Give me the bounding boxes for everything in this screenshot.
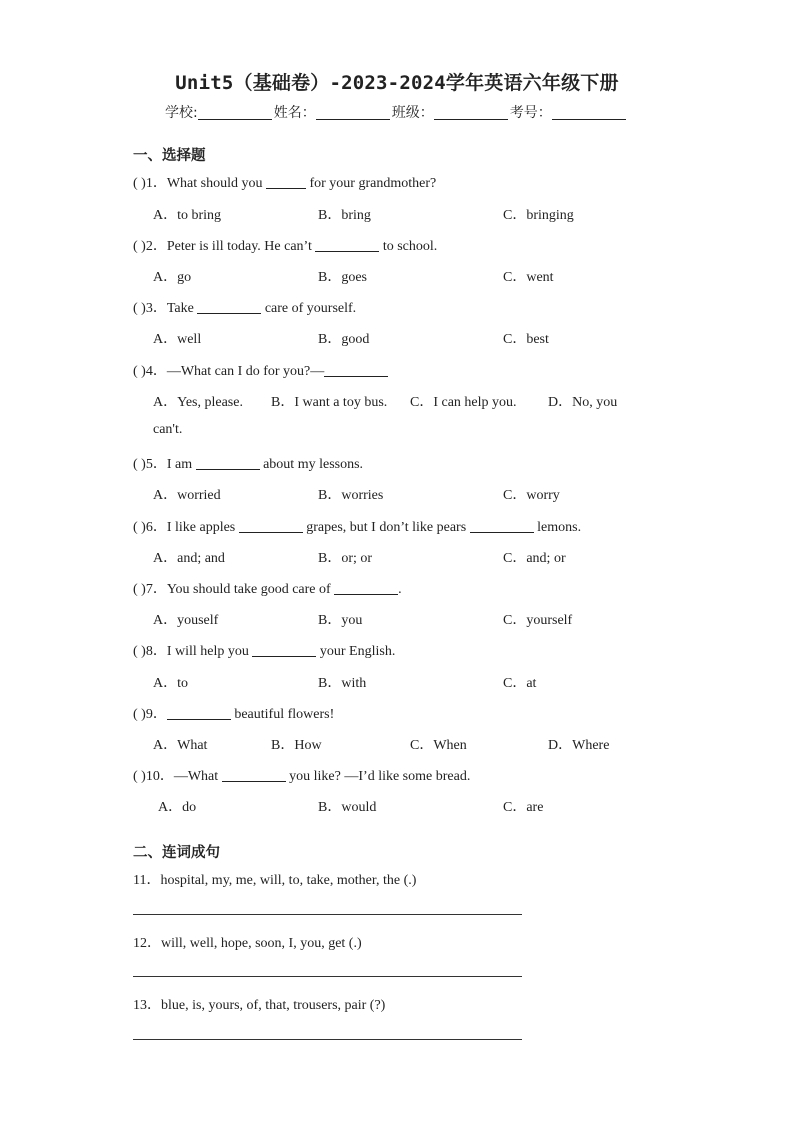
answer-blank[interactable] [324, 363, 388, 377]
answer-blank[interactable] [470, 519, 534, 533]
option-c[interactable]: C．bringing [503, 208, 574, 223]
question-8 [133, 640, 395, 660]
question-text: ( )9． [133, 707, 167, 722]
question-text: ( )3．Take [133, 301, 198, 316]
class-field[interactable] [434, 105, 508, 120]
answer-blank[interactable] [266, 175, 306, 189]
page-title: Unit5（基础卷）-2023-2024学年英语六年级下册 [175, 72, 619, 94]
option-c[interactable]: C．worry [503, 488, 560, 503]
section-heading-sentence-building: 二、连词成句 [133, 845, 220, 861]
option-a[interactable]: A．do [158, 800, 197, 815]
answer-blank[interactable] [196, 456, 260, 470]
question-text: about my lessons. [259, 457, 364, 472]
option-b[interactable]: B．good [318, 332, 370, 347]
option-a[interactable]: A．go [153, 270, 192, 285]
option-c[interactable]: C．best [503, 332, 549, 347]
option-d[interactable]: D．No, you [548, 395, 618, 410]
name-label: 姓名： [273, 105, 316, 121]
sentence-prompt-12: 12．will, well, hope, soon, I, you, get (.) [133, 936, 362, 951]
answer-blank[interactable] [315, 238, 379, 252]
option-a[interactable]: A．Yes, please. [153, 395, 243, 410]
section-heading-choice: 一、选择题 [133, 148, 206, 164]
option-c[interactable]: C．and; or [503, 551, 566, 566]
question-text: . [398, 582, 402, 597]
answer-blank[interactable] [167, 706, 231, 720]
question-7 [133, 578, 402, 598]
option-b[interactable]: B．or; or [318, 551, 373, 566]
school-field[interactable] [198, 105, 272, 120]
option-c[interactable]: C．yourself [503, 613, 573, 628]
exam-number-label: 考号： [509, 105, 552, 121]
question-text: grapes, but I don’t like pears [302, 520, 470, 535]
answer-line-12[interactable] [133, 976, 522, 977]
question-text: ( )8．I will help you [133, 644, 253, 659]
question-text: to school. [379, 239, 438, 254]
question-text: you like? —I’d like some bread. [285, 769, 471, 784]
option-b[interactable]: B．goes [318, 270, 367, 285]
option-a[interactable]: A．to [153, 676, 188, 691]
question-5 [133, 453, 363, 473]
question-text: ( )4．—What can I do for you?— [133, 364, 325, 379]
option-a[interactable]: A．to bring [153, 208, 222, 223]
option-b[interactable]: B．I want a toy bus. [271, 395, 388, 410]
option-b[interactable]: B．you [318, 613, 363, 628]
question-3 [133, 297, 356, 317]
question-1 [133, 172, 436, 192]
answer-blank[interactable] [334, 581, 398, 595]
name-field[interactable] [316, 105, 390, 120]
option-b[interactable]: B．with [318, 676, 367, 691]
option-a[interactable]: A．What [153, 738, 208, 753]
question-text: ( )7．You should take good care of [133, 582, 335, 597]
question-10 [133, 765, 470, 785]
option-d[interactable]: D．Where [548, 738, 610, 753]
option-c[interactable]: C．When [410, 738, 467, 753]
sentence-prompt-13: 13．blue, is, yours, of, that, trousers, pair (?) [133, 998, 386, 1013]
school-label: 学校: [165, 105, 198, 121]
question-text: ( )5．I am [133, 457, 196, 472]
question-text: beautiful flowers! [230, 707, 335, 722]
option-c[interactable]: C．went [503, 270, 554, 285]
question-text: ( )2．Peter is ill today. He can’t [133, 239, 316, 254]
question-9 [133, 703, 334, 723]
option-a[interactable]: A．youself [153, 613, 219, 628]
question-text: for your grandmother? [305, 176, 437, 191]
option-d-continued: can't. [153, 422, 183, 437]
answer-blank[interactable] [239, 519, 303, 533]
answer-blank[interactable] [252, 643, 316, 657]
question-text: your English. [316, 644, 396, 659]
question-6 [133, 516, 581, 536]
answer-line-11[interactable] [133, 914, 522, 915]
exam-number-field[interactable] [552, 105, 626, 120]
answer-line-13[interactable] [133, 1039, 522, 1040]
answer-blank[interactable] [222, 768, 286, 782]
question-text: ( )6．I like apples [133, 520, 239, 535]
question-text: ( )1．What should you [133, 176, 266, 191]
class-label: 班级： [391, 105, 434, 121]
option-c[interactable]: C．I can help you. [410, 395, 517, 410]
option-c[interactable]: C．at [503, 676, 537, 691]
question-text: ( )10．—What [133, 769, 222, 784]
option-b[interactable]: B．How [271, 738, 322, 753]
question-text: care of yourself. [261, 301, 357, 316]
question-2 [133, 235, 437, 255]
option-b[interactable]: B．worries [318, 488, 384, 503]
question-text: lemons. [533, 520, 582, 535]
option-b[interactable]: B．bring [318, 208, 371, 223]
option-c[interactable]: C．are [503, 800, 544, 815]
question-4 [133, 360, 388, 380]
option-a[interactable]: A．well [153, 332, 202, 347]
option-b[interactable]: B．would [318, 800, 377, 815]
answer-blank[interactable] [197, 300, 261, 314]
student-info-row [165, 102, 628, 122]
option-a[interactable]: A．and; and [153, 551, 225, 566]
sentence-prompt-11: 11．hospital, my, me, will, to, take, mother, the (.) [133, 873, 417, 888]
option-a[interactable]: A．worried [153, 488, 221, 503]
